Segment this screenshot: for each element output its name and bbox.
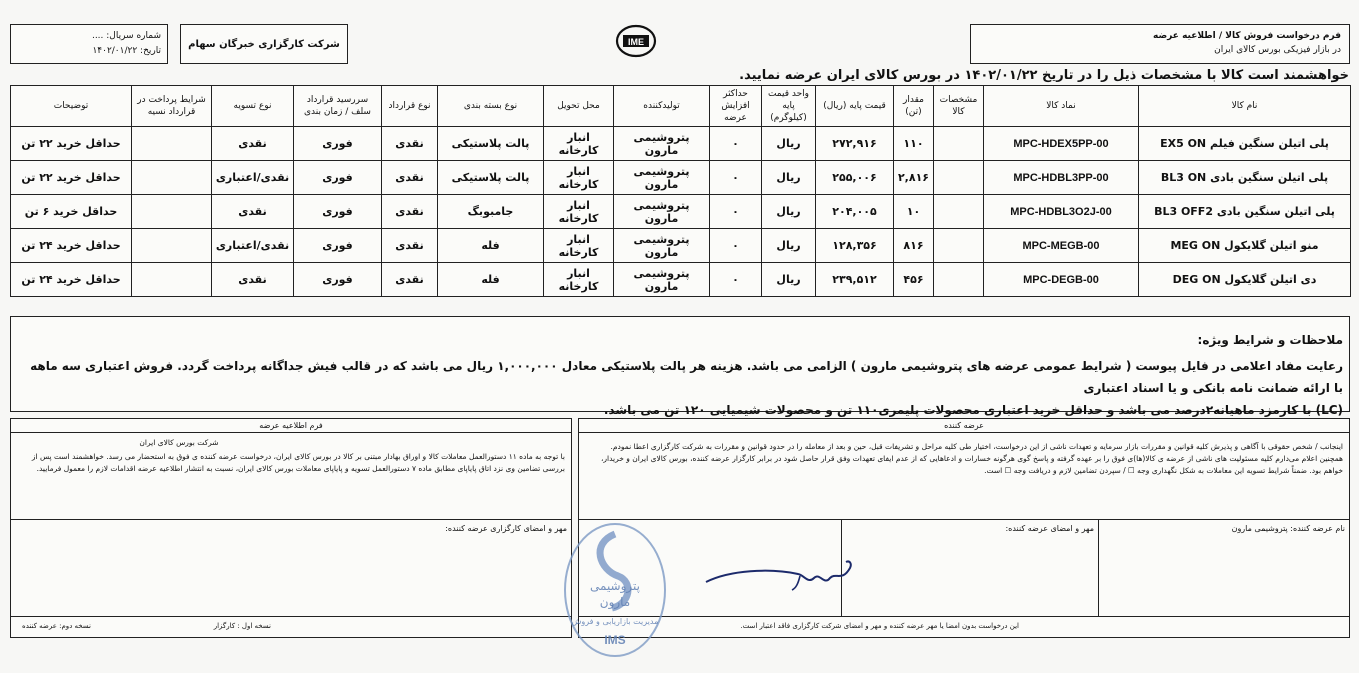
notes-title: ملاحظات و شرایط ویژه: xyxy=(1197,333,1343,347)
producer: پتروشیمی مارون xyxy=(614,127,710,161)
ime-logo xyxy=(614,24,658,58)
price-unit: ریال xyxy=(762,195,816,229)
col-header: قیمت پایه (ریال) xyxy=(816,86,894,127)
col-header: نوع بسته بندی xyxy=(438,86,544,127)
settlement-type: نقدی/اعتباری xyxy=(212,161,294,195)
quantity: ۱۱۰ xyxy=(894,127,934,161)
delivery-place: انبار کارخانه xyxy=(544,263,614,297)
settlement-type: نقدی/اعتباری xyxy=(212,229,294,263)
table-row xyxy=(11,263,1351,297)
notes-line-1: رعایت مفاد اعلامی در فایل پیوست ( شرایط عمومی عرضه های پتروشیمی مارون ) الزامی می باشد. هزینه هر پالت پلاستیکی معادل ۱,۰۰۰,۰۰۰ ریال می باشد که در قالب فیش جداگانه پرداخت گردد. فروش اعتباری سه ماهه با ارائه ضمانت نامه بانکی و یا اسناد اعتباری xyxy=(30,359,1343,395)
stamp-line-2: مارون xyxy=(599,595,631,609)
commodity-table xyxy=(10,85,1351,297)
col-header: نوع قرارداد xyxy=(382,86,438,127)
contract-type: نقدی xyxy=(382,127,438,161)
offeror-panel xyxy=(578,418,1350,638)
description: حداقل خرید ۲۴ تن xyxy=(11,229,132,263)
description: حداقل خرید ۲۲ تن xyxy=(11,161,132,195)
base-price: ۲۰۴,۰۰۵ xyxy=(816,195,894,229)
serial-number: شماره سریال: .... xyxy=(91,31,161,41)
offeror-footer: این درخواست بدون امضا یا مهر عرضه کننده و مهر و امضای شرکت کارگزاری فاقد اعتبار است. xyxy=(740,622,1019,630)
commodity-spec xyxy=(934,195,984,229)
offeror-sign-label: مهر و امضای عرضه کننده: xyxy=(1005,524,1094,533)
col-header: توضیحات xyxy=(11,86,132,127)
credit-terms xyxy=(132,161,212,195)
form-title-box xyxy=(970,24,1350,64)
packaging: پالت پلاستیکی xyxy=(438,161,544,195)
contract-type: نقدی xyxy=(382,263,438,297)
credit-terms xyxy=(132,127,212,161)
commodity-symbol: MPC-HDBL3PP-00 xyxy=(984,161,1139,195)
price-unit: ریال xyxy=(762,127,816,161)
settlement-time: فوری xyxy=(294,127,382,161)
base-price: ۲۷۲,۹۱۶ xyxy=(816,127,894,161)
credit-terms xyxy=(132,195,212,229)
col-header: سررسید قرارداد سلف / زمان بندی xyxy=(294,86,382,127)
col-header: مقدار (تن) xyxy=(894,86,934,127)
broker-addressee: شرکت بورس کالای ایران xyxy=(139,438,219,447)
broker-name-box xyxy=(180,24,348,64)
delivery-place: انبار کارخانه xyxy=(544,229,614,263)
quantity: ۸۱۶ xyxy=(894,229,934,263)
description: حداقل خرید ۲۲ تن xyxy=(11,127,132,161)
contract-type: نقدی xyxy=(382,229,438,263)
logo-text: IME xyxy=(627,37,645,47)
col-header: نوع تسویه xyxy=(212,86,294,127)
packaging: فله xyxy=(438,263,544,297)
offeror-declaration: اینجانب / شخص حقوقی با آگاهی و پذیرش کلیه قوانین و مقررات بازار سرمایه و تعهدات ناشی از این درخواست، اختیار طی کلیه مراحل و تشریفات قبل، حین و بعد از معامله را در حدود قوانین و مقررات به شرکت کارگزاری اعطا نمودم. همچنین اعلام می‌دارم کلیه مسئولیت های ناشی از عرضه ی کالا(ها)ی فوق را بر عهده گرفته و پاسخ گوی هرگونه خسارات و ادعاهایی که از عدم ایفای تعهدات وفق قرار حاصل شود در برابر کارگزار عرضه کننده، بورس کالای ایران و خریدار، خواهم بود. ضمناً شرایط تسویه این معاملات به شکل نگهداری وجه ☐ / سپردن تضامین لازم و دریافت وجه ☐ است. xyxy=(600,442,1343,475)
commodity-symbol: MPC-HDEX5PP-00 xyxy=(984,127,1139,161)
producer: پتروشیمی مارون xyxy=(614,161,710,195)
notes-body xyxy=(23,355,1343,421)
broker-body: با توجه به ماده ۱۱ دستورالعمل معاملات کالا و اوراق بهادار مبتنی بر کالا در بورس کالای ایران، درخواست عرضه کننده ی فوق به استحضار می رسد. خواهشمند است پس از بررسی تضامین وی نزد اتاق پایاپای مطابق ماده ۷ دستورالعمل تسویه و پایاپای معاملات بورس کالای ایران، نسبت به انتشار اطلاعیه عرضه اقدامات لازم را معمول فرمایید. xyxy=(31,452,565,473)
max-increase: ۰ xyxy=(710,127,762,161)
producer: پتروشیمی مارون xyxy=(614,195,710,229)
quantity: ۲,۸۱۶ xyxy=(894,161,934,195)
offeror-name-cell xyxy=(1098,520,1349,616)
packaging: پالت پلاستیکی xyxy=(438,127,544,161)
table-row xyxy=(11,229,1351,263)
handwritten-signature xyxy=(700,548,870,598)
price-unit: ریال xyxy=(762,263,816,297)
delivery-place: انبار کارخانه xyxy=(544,161,614,195)
col-header: نماد کالا xyxy=(984,86,1139,127)
table-row xyxy=(11,127,1351,161)
stamp-line-4: IMS xyxy=(604,633,626,647)
commodity-spec xyxy=(934,229,984,263)
packaging: جامبوبگ xyxy=(438,195,544,229)
company-stamp xyxy=(560,520,670,660)
settlement-time: فوری xyxy=(294,161,382,195)
packaging: فله xyxy=(438,229,544,263)
description: حداقل خرید ۶ تن xyxy=(11,195,132,229)
col-header: محل تحویل xyxy=(544,86,614,127)
description: حداقل خرید ۲۴ تن xyxy=(11,263,132,297)
commodity-spec xyxy=(934,161,984,195)
broker-signature-row xyxy=(11,519,571,617)
commodity-symbol: MPC-MEGB-00 xyxy=(984,229,1139,263)
producer: پتروشیمی مارون xyxy=(614,263,710,297)
max-increase: ۰ xyxy=(710,229,762,263)
credit-terms xyxy=(132,229,212,263)
form-date: تاریخ: ۱۴۰۲/۰۱/۲۲ xyxy=(92,46,161,56)
copy-offeror: نسخه دوم: عرضه کننده xyxy=(22,622,91,630)
commodity-symbol: MPC-DEGB-00 xyxy=(984,263,1139,297)
commodity-name: منو اتیلن گلایکول MEG ON xyxy=(1139,229,1351,263)
base-price: ۲۵۵,۰۰۶ xyxy=(816,161,894,195)
commodity-name: پلی اتیلن سنگین بادی BL3 OFF2 xyxy=(1139,195,1351,229)
commodity-symbol: MPC-HDBL3O2J-00 xyxy=(984,195,1139,229)
max-increase: ۰ xyxy=(710,263,762,297)
price-unit: ریال xyxy=(762,229,816,263)
offeror-signature-row xyxy=(579,519,1349,617)
broker-footer xyxy=(11,617,571,635)
base-price: ۲۳۹,۵۱۲ xyxy=(816,263,894,297)
broker-panel xyxy=(10,418,572,638)
notes-line-2: (LC) با کارمزد ماهیانه۲درصد می باشد و حداقل خرید اعتباری محصولات پلیمری۱۱۰ تن و محصولات شیمیایی ۱۲۰ تن می باشد. xyxy=(603,403,1343,417)
request-intro: خواهشمند است کالا با مشخصات ذیل را در تاریخ ۱۴۰۲/۰۱/۲۲ در بورس کالای ایران عرضه نمایید. xyxy=(739,68,1349,83)
base-price: ۱۲۸,۳۵۶ xyxy=(816,229,894,263)
special-conditions xyxy=(10,316,1350,417)
table-header-row xyxy=(11,86,1351,127)
max-increase: ۰ xyxy=(710,195,762,229)
delivery-place: انبار کارخانه xyxy=(544,127,614,161)
stamp-line-3: مدیریت بازاریابی و فروش xyxy=(571,617,659,626)
settlement-type: نقدی xyxy=(212,127,294,161)
max-increase: ۰ xyxy=(710,161,762,195)
offeror-title: عرضه کننده xyxy=(579,419,1349,433)
copy-broker: نسخه اول : کارگزار xyxy=(213,622,271,630)
offeror-name: نام عرضه کننده: پتروشیمی مارون xyxy=(1231,524,1345,533)
col-header: تولیدکننده xyxy=(614,86,710,127)
contract-type: نقدی xyxy=(382,195,438,229)
settlement-time: فوری xyxy=(294,263,382,297)
commodity-spec xyxy=(934,127,984,161)
offeror-sign-cell xyxy=(841,520,1098,616)
settlement-time: فوری xyxy=(294,229,382,263)
settlement-type: نقدی xyxy=(212,263,294,297)
table-row xyxy=(11,161,1351,195)
commodity-name: دی اتیلن گلایکول DEG ON xyxy=(1139,263,1351,297)
form-title: فرم درخواست فروش کالا / اطلاعیه عرضه xyxy=(1153,31,1341,41)
col-header: نام کالا xyxy=(1139,86,1351,127)
delivery-place: انبار کارخانه xyxy=(544,195,614,229)
credit-terms xyxy=(132,263,212,297)
broker-name: شرکت کارگزاری خبرگان سهام xyxy=(188,38,340,50)
settlement-type: نقدی xyxy=(212,195,294,229)
contract-type: نقدی xyxy=(382,161,438,195)
form-subtitle: در بازار فیزیکی بورس کالای ایران xyxy=(1214,45,1341,55)
col-header: مشخصات کالا xyxy=(934,86,984,127)
commodity-spec xyxy=(934,263,984,297)
table-row xyxy=(11,195,1351,229)
commodity-name: پلی اتیلن سنگین بادی BL3 ON xyxy=(1139,161,1351,195)
quantity: ۴۵۶ xyxy=(894,263,934,297)
quantity: ۱۰ xyxy=(894,195,934,229)
stamp-line-1: پتروشیمی xyxy=(590,579,640,593)
commodity-name: پلی اتیلن سنگین فیلم EX5 ON xyxy=(1139,127,1351,161)
broker-sign-label: مهر و امضای کارگزاری عرضه کننده: xyxy=(445,524,567,533)
price-unit: ریال xyxy=(762,161,816,195)
col-header: شرایط پرداخت در قرارداد نسیه xyxy=(132,86,212,127)
producer: پتروشیمی مارون xyxy=(614,229,710,263)
settlement-time: فوری xyxy=(294,195,382,229)
col-header: حداکثر افزایش عرضه xyxy=(710,86,762,127)
broker-title: فرم اطلاعیه عرضه xyxy=(11,419,571,433)
serial-date-box xyxy=(10,24,168,64)
col-header: واحد قیمت پایه (کیلوگرم) xyxy=(762,86,816,127)
